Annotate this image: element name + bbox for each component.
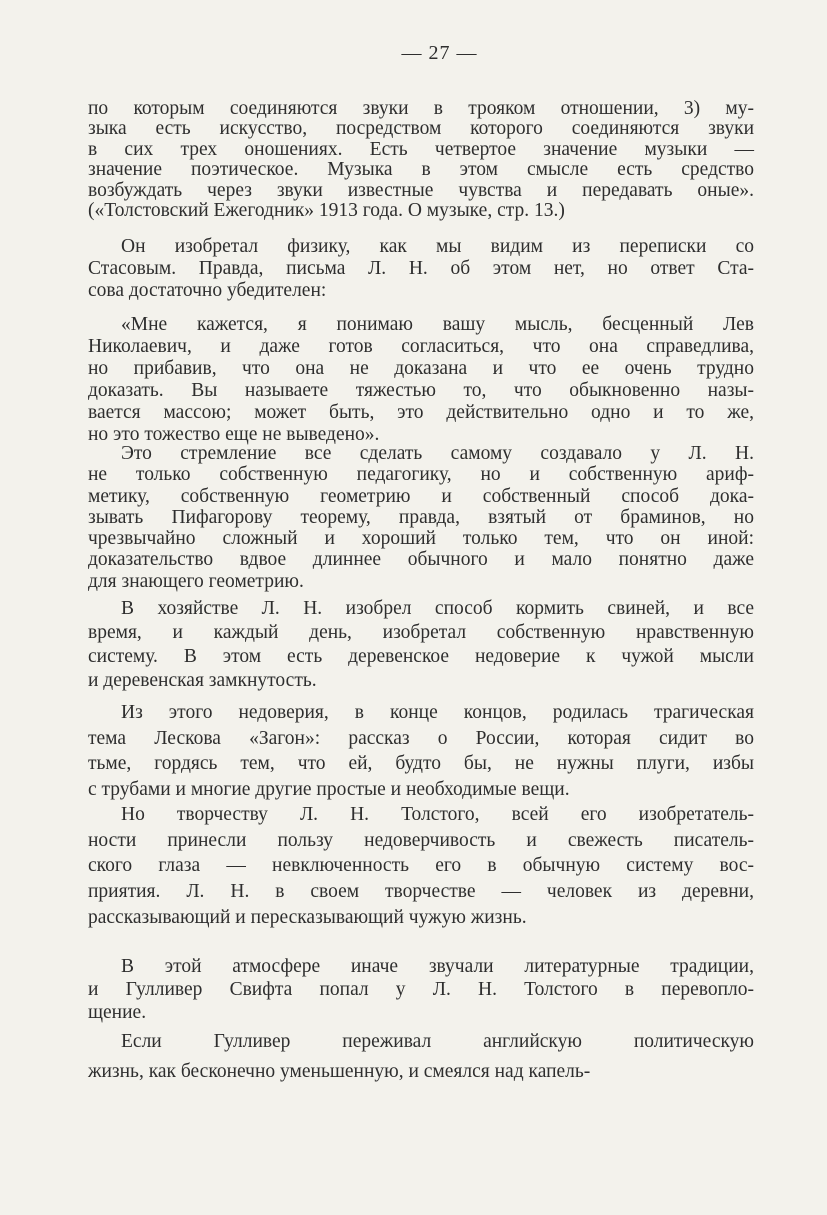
text-line: тема Лескова «Загон»: рассказ о России, которая сидит во: [88, 727, 754, 749]
text-line: но это тожество еще не выведено».: [88, 424, 380, 445]
text-line: в сих трех оношениях. Есть четвертое значение музыки —: [88, 138, 754, 160]
text-line: с трубами и многие другие простые и необходимые вещи.: [88, 778, 570, 800]
text-line: («Толстовский Ежегодник» 1913 года. О музыке, стр. 13.): [88, 199, 565, 221]
paragraph: [88, 597, 754, 693]
text-line: доказательство вдвое длиннее обычного и мало понятно даже: [88, 549, 754, 571]
text-line: доказать. Вы называете тяжестью то, что обыкновенно назы-: [88, 380, 754, 401]
text-line: вается массою; может быть, это действительно одно и то же,: [88, 402, 754, 423]
text-line: сова достаточно убедителен:: [88, 280, 327, 301]
paragraph: [88, 700, 754, 802]
text-line: Он изобретал физику, как мы видим из переписки со: [121, 236, 754, 257]
text-line: метику, собственную геометрию и собственный способ дока-: [88, 485, 754, 507]
text-line: и деревенская замкнутость.: [88, 670, 317, 691]
paragraph: [88, 1027, 754, 1087]
text-line: по которым соединяются звуки в трояком отношении, 3) му-: [88, 98, 754, 119]
text-line: но прибавив, что она не доказана и что ее очень трудно: [88, 358, 754, 379]
text-line: щение.: [88, 1002, 147, 1023]
text-line: зывать Пифагорову теорему, правда, взятый от браминов, но: [88, 506, 754, 528]
text-line: для знающего геометрию.: [88, 570, 304, 592]
text-line: В хозяйстве Л. Н. изобрел способ кормить свиней, и все: [121, 598, 754, 619]
text-line: Это стремление все сделать самому создавало у Л. Н.: [121, 443, 754, 464]
text-line: и Гулливер Свифта попал у Л. Н. Толстого в перевопло-: [88, 979, 754, 1000]
page-number: — 27 —: [401, 42, 478, 64]
text-line: Стасовым. Правда, письма Л. Н. об этом нет, но ответ Ста-: [88, 258, 754, 279]
text-line: Но творчеству Л. Н. Толстого, всей его изобретатель-: [121, 804, 754, 825]
text-line: не только собственную педагогику, но и собственную ариф-: [88, 464, 754, 486]
paragraph: [88, 443, 754, 592]
text-line: зыка есть искусство, посредством которого соединяются звуки: [88, 118, 754, 140]
text-line: значение поэтическое. Музыка в этом смысле есть средство: [88, 159, 754, 181]
text-line: жизнь, как бесконечно уменьшенную, и смеялся над капель-: [88, 1061, 591, 1082]
text-line: чрезвычайно сложный и хороший только тем, что он иной:: [88, 528, 754, 550]
paragraph: [88, 99, 754, 221]
text-line: Из этого недоверия, в конце концов, родилась трагическая: [121, 702, 754, 723]
paragraph: [88, 314, 754, 446]
text-line: рассказывающий и пересказывающий чужую жизнь.: [88, 906, 527, 928]
paragraph: [88, 955, 754, 1024]
text-line: «Мне кажется, я понимаю вашу мысль, бесценный Лев: [121, 314, 754, 335]
text-line: возбуждать через звуки известные чувства и передавать оные».: [88, 179, 754, 201]
text-line: систему. В этом есть деревенское недоверие к чужой мысли: [88, 646, 754, 667]
text-line: Николаевич, и даже готов согласиться, что она справедлива,: [88, 336, 754, 357]
text-line: Если Гулливер переживал английскую политическую: [121, 1031, 754, 1052]
paragraph: [88, 236, 754, 302]
text-line: В этой атмосфере иначе звучали литературные традиции,: [121, 956, 754, 977]
paragraph: [88, 802, 754, 930]
text-line: приятия. Л. Н. в своем творчестве — человек из деревни,: [88, 881, 754, 903]
text-line: ности принесли пользу недоверчивость и свежесть писатель-: [88, 829, 754, 851]
text-line: время, и каждый день, изобретал собственную нравственную: [88, 622, 754, 643]
text-line: ского глаза — невключенность его в обычную систему вос-: [88, 855, 754, 877]
text-line: тьме, гордясь тем, что ей, будто бы, не нужны плуги, избы: [88, 753, 754, 774]
